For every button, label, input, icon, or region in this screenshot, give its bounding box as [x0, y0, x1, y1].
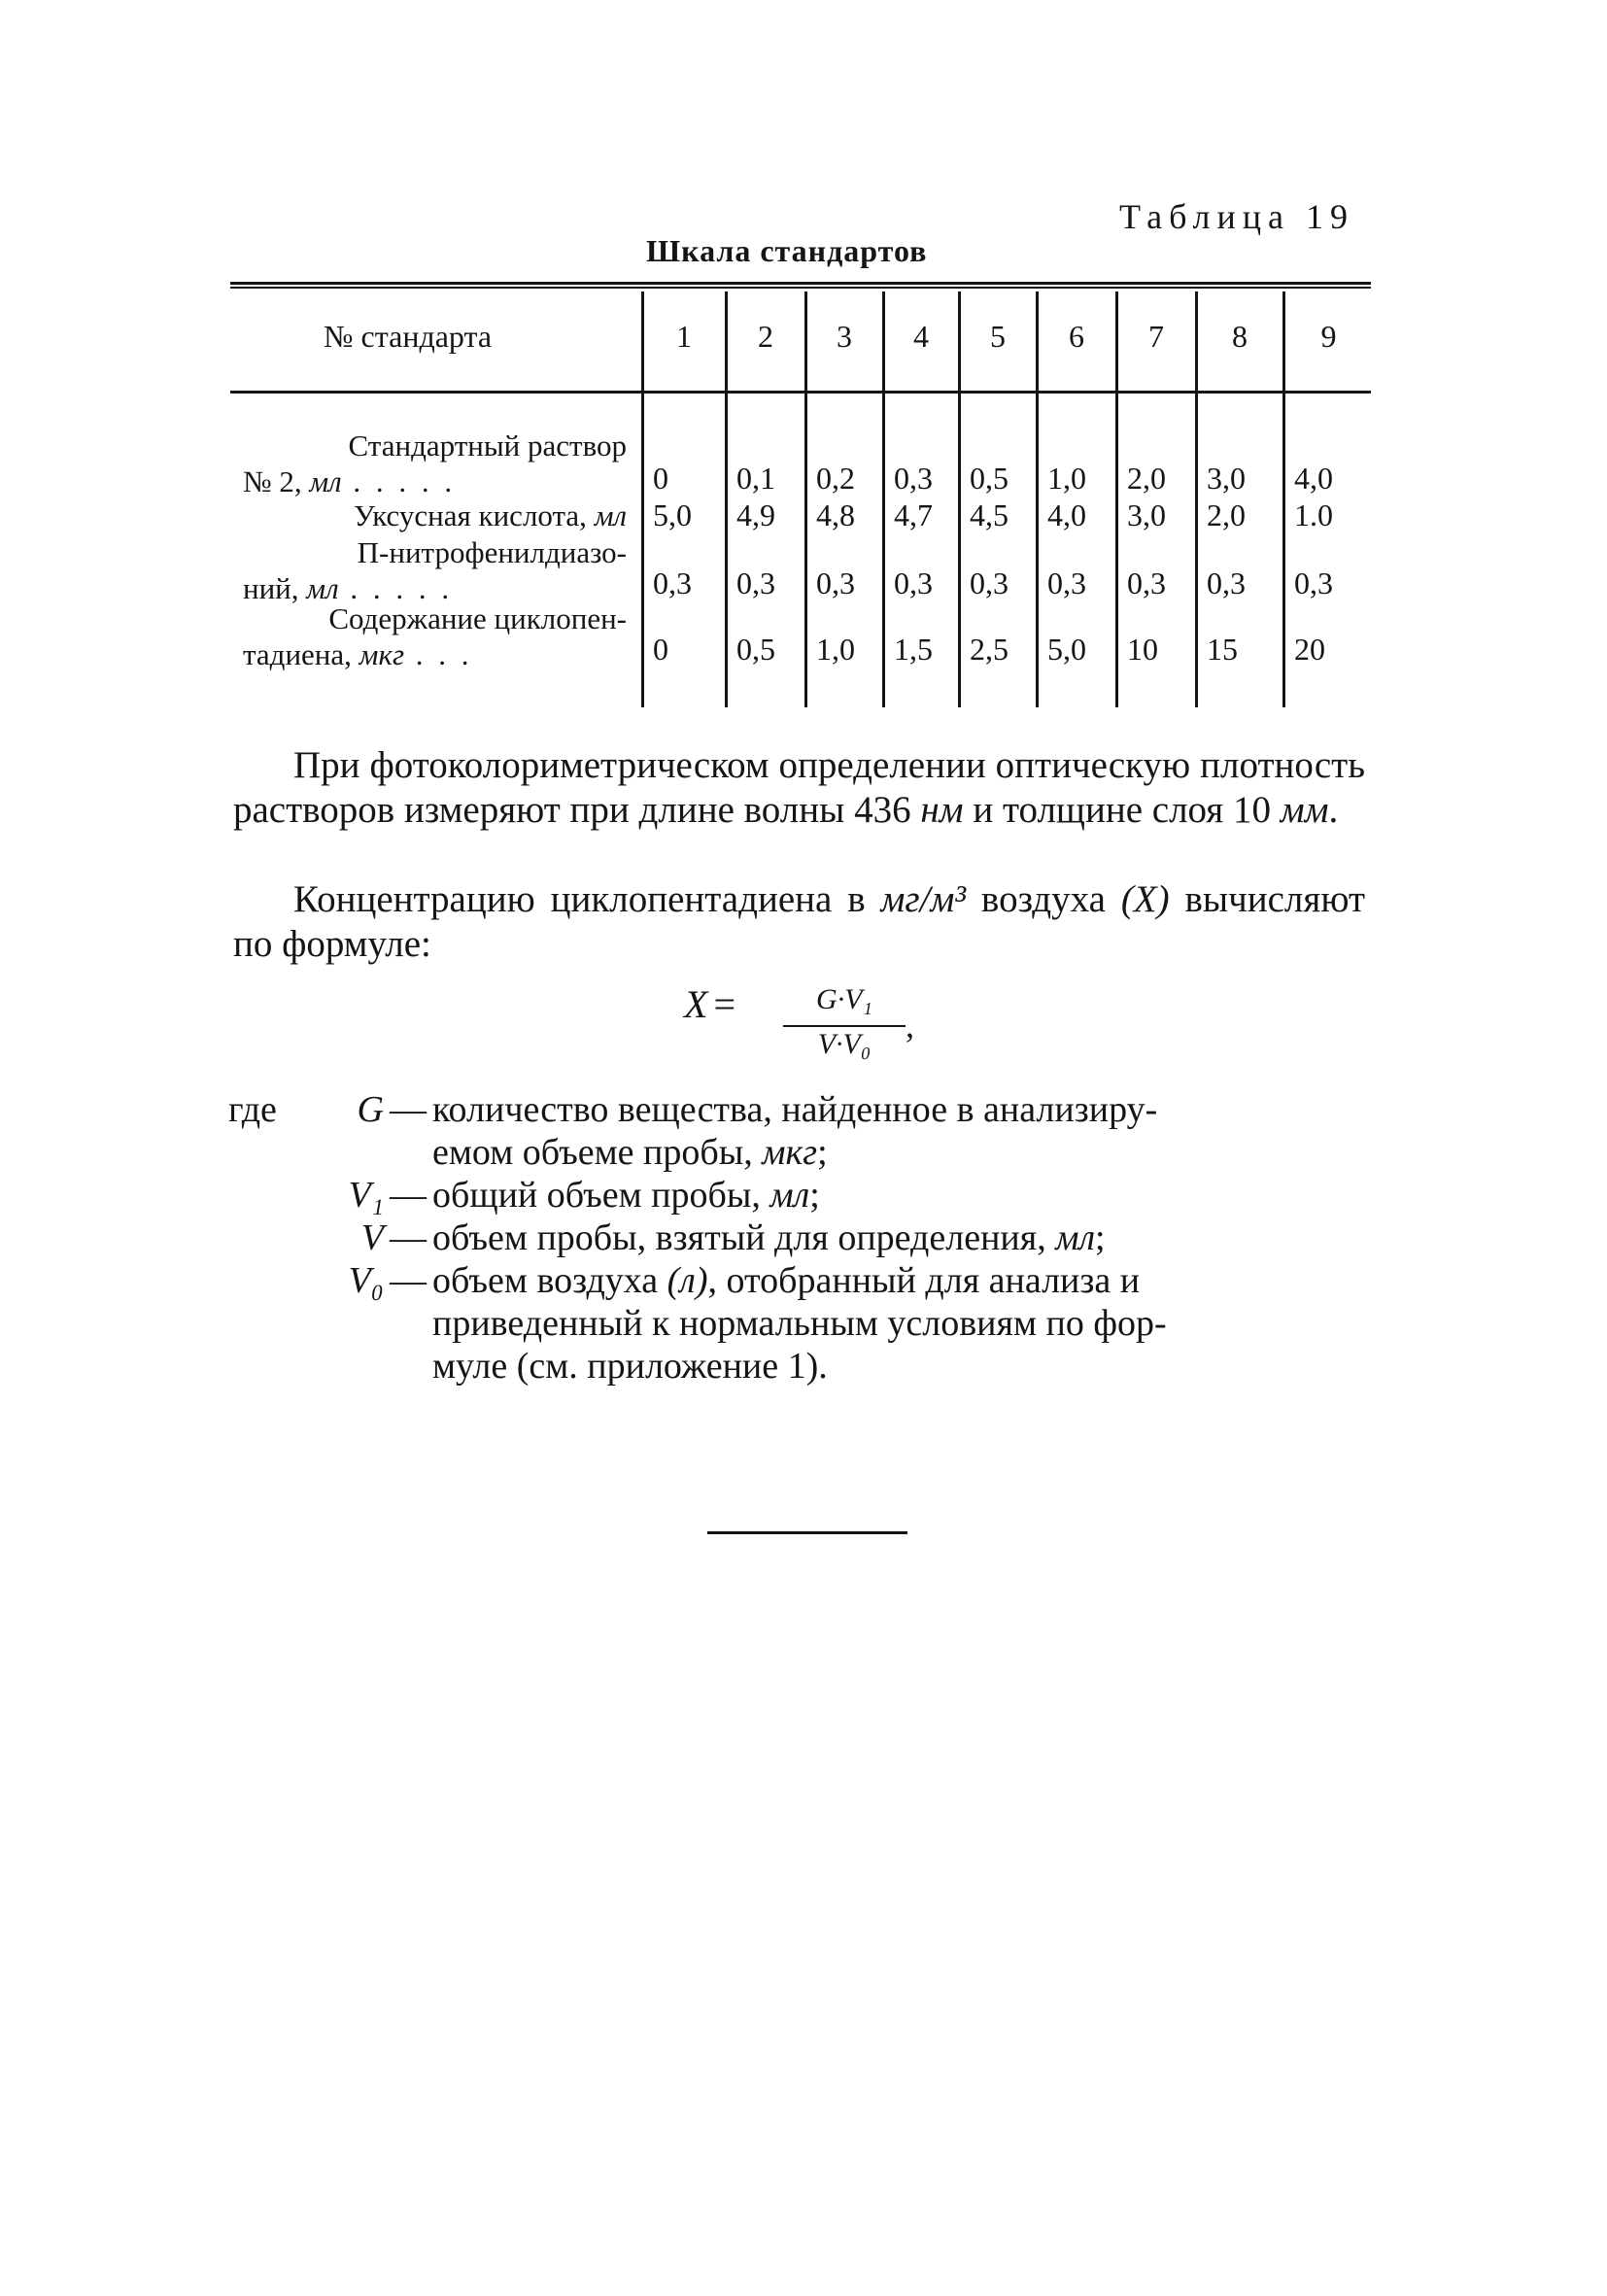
header-cell-number: 2	[758, 319, 773, 354]
column-separator	[882, 291, 885, 707]
table-title: Шкала стандартов	[646, 233, 928, 268]
table-cell: 4,7	[894, 497, 933, 532]
definition-text: объем воздуха (л), отобранный для анализа и	[432, 1260, 1141, 1301]
header-cell-number: 6	[1069, 319, 1084, 354]
header-cell-number: 9	[1320, 319, 1337, 354]
table-cell: 0,3	[894, 565, 933, 600]
table-cell: 0,3	[1207, 565, 1246, 600]
definition-symbol: V₀	[348, 1260, 384, 1301]
column-separator	[725, 291, 728, 707]
table-header-rule	[230, 391, 1371, 394]
table-cell: 1,5	[894, 632, 933, 667]
definition-symbol: V	[360, 1217, 384, 1258]
end-rule	[707, 1531, 907, 1534]
formula-denominator: V·V₀ ,	[817, 1006, 914, 1060]
definition-symbol: V₁	[348, 1175, 384, 1216]
definitions-intro: где	[228, 1089, 277, 1130]
paragraph-concentration	[233, 877, 1365, 967]
table-cell: 4,0	[1294, 461, 1333, 496]
table-cell: 0,3	[1294, 565, 1333, 600]
table-cell: 0,5	[970, 461, 1009, 496]
formula-lhs: X =	[684, 982, 735, 1026]
column-separator	[1195, 291, 1198, 707]
table-cell: 0,5	[736, 632, 775, 667]
definition-text: общий объем пробы, мл;	[432, 1175, 820, 1216]
table-cell: 4,8	[816, 497, 855, 532]
column-separator	[1036, 291, 1039, 707]
table-cell: 3,0	[1207, 461, 1246, 496]
column-separator	[1115, 291, 1118, 707]
table-top-rule-2	[230, 287, 1371, 289]
header-cell-number: 7	[1148, 319, 1164, 354]
table-top-rule	[230, 282, 1371, 285]
row-label: Уксусная кислота, мл	[354, 498, 627, 532]
table-cell: 2,5	[970, 632, 1009, 667]
table-cell: 1.0	[1294, 497, 1333, 532]
table-cell: 4,0	[1047, 497, 1086, 532]
table-cell: 20	[1294, 632, 1325, 667]
header-cell-number: 4	[913, 319, 929, 354]
header-cell-number: 1	[676, 319, 692, 354]
table-cell: 2,0	[1127, 461, 1166, 496]
definition-dash: —	[390, 1217, 427, 1258]
table-cell: 0,3	[970, 565, 1009, 600]
definition-dash: —	[390, 1175, 427, 1216]
definition-text: муле (см. приложение 1).	[432, 1346, 828, 1387]
paragraph-concentration-text: Концентрацию циклопентадиена в мг/м³ воздуха (X) вычисляют по формуле:	[233, 878, 1365, 965]
table-cell: 4,5	[970, 497, 1009, 532]
paragraph-measurement	[233, 743, 1365, 833]
table-cell: 1,0	[816, 632, 855, 667]
row-label: П-нитрофенилдиазо- ний, мл . . . . .	[243, 535, 627, 605]
table-cell: 5,0	[1047, 632, 1086, 667]
table-cell: 0,3	[1127, 565, 1166, 600]
header-cell-standard: № стандарта	[324, 319, 493, 354]
header-cell-number: 5	[990, 319, 1006, 354]
table-cell: 0,3	[816, 565, 855, 600]
table-cell: 0,3	[653, 565, 692, 600]
row-label: Содержание циклопен- тадиена, мкг . . .	[243, 601, 627, 671]
table-cell: 10	[1127, 632, 1158, 667]
header-cell-number: 3	[837, 319, 852, 354]
table-number-label: Таблица 19	[1119, 197, 1354, 236]
formula-numerator: G·V₁	[816, 983, 872, 1015]
column-separator	[641, 291, 644, 707]
definition-text: приведенный к нормальным условиям по фор-	[432, 1303, 1167, 1344]
table-cell: 0	[653, 461, 668, 496]
table-cell: 4,9	[736, 497, 775, 532]
table-cell: 15	[1207, 632, 1238, 667]
definition-symbol: G	[357, 1089, 384, 1130]
definition-text: объем пробы, взятый для определения, мл;	[432, 1217, 1106, 1258]
table-cell: 3,0	[1127, 497, 1166, 532]
paragraph-measurement-text: При фотоколориметрическом определении оптическую плотность растворов измеряют при длине волны 436 нм и толщине слоя 10 мм.	[233, 744, 1365, 831]
column-separator	[1282, 291, 1285, 707]
header-cell-number: 8	[1232, 319, 1248, 354]
table-cell: 5,0	[653, 497, 692, 532]
definition-text: емом объеме пробы, мкг;	[432, 1132, 828, 1173]
column-separator	[804, 291, 807, 707]
definition-text: количество вещества, найденное в анализиру-	[432, 1089, 1158, 1130]
table-cell: 0,3	[736, 565, 775, 600]
formula-fraction-bar	[783, 1025, 906, 1027]
definition-dash: —	[390, 1260, 427, 1301]
definition-dash: —	[390, 1089, 427, 1130]
table-cell: 0,3	[1047, 565, 1086, 600]
table-cell: 0,2	[816, 461, 855, 496]
table-cell: 1,0	[1047, 461, 1086, 496]
table-cell: 0,3	[894, 461, 933, 496]
column-separator	[958, 291, 961, 707]
row-label: Стандартный раствор № 2, мл . . . . .	[243, 428, 627, 498]
table-cell: 2,0	[1207, 497, 1246, 532]
table-cell: 0	[653, 632, 668, 667]
table-cell: 0,1	[736, 461, 775, 496]
